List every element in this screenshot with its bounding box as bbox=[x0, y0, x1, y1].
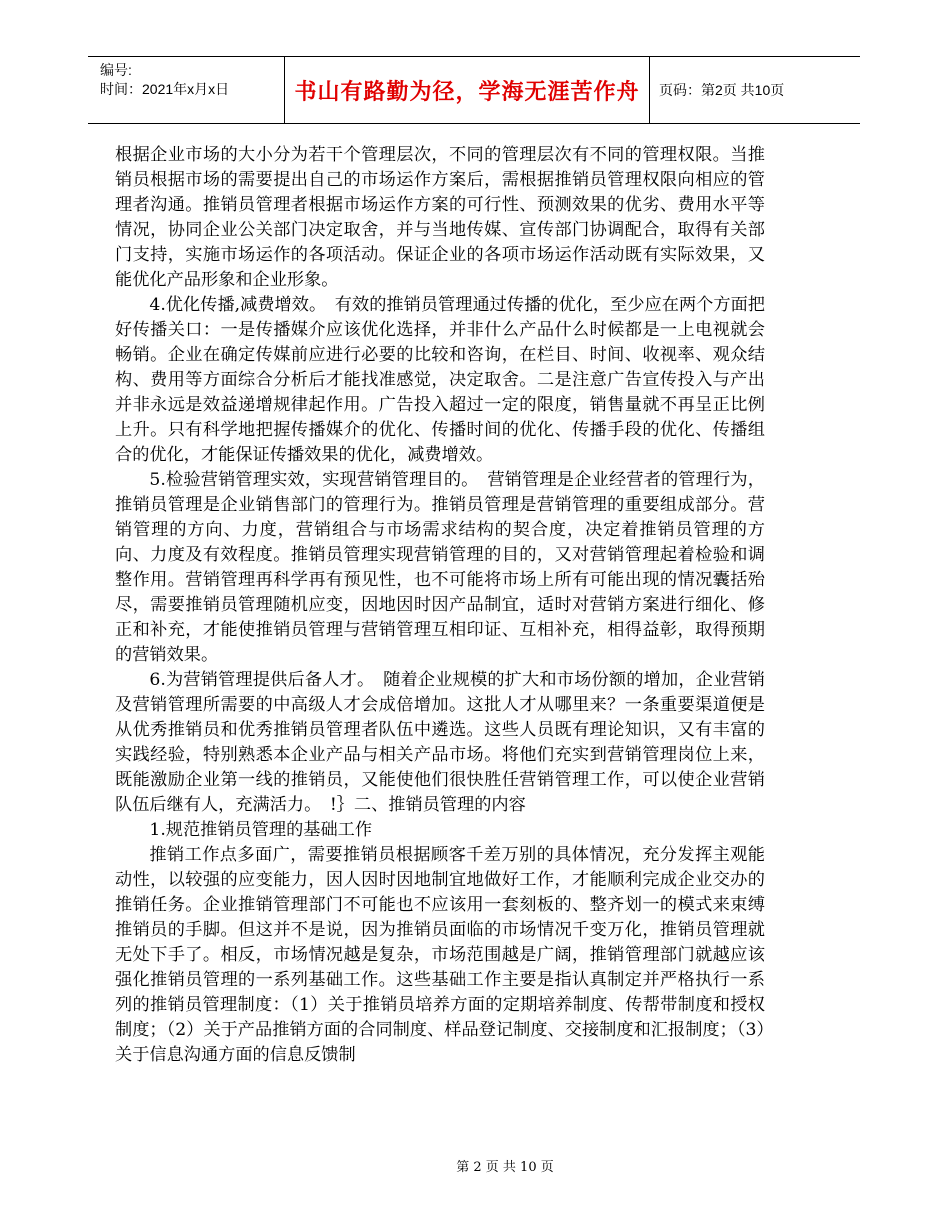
header-motto: 书山有路勤为径，学海无涯苦作舟 bbox=[294, 78, 640, 105]
header-page-info: 页码：第2页 共10页 bbox=[659, 82, 785, 98]
document-time-label: 时间：2021年x月x日 bbox=[100, 81, 230, 97]
paragraph: 6.为营销管理提供后备人才。 随着企业规模的扩大和市场份额的增加，企业营销及营销管理所需要的中高级人才会成倍增加。这批人才从哪里来？一条重要渠道便是从优秀推销员和优秀推销员管理者队伍中遴选。这些人员既有理论知识，又有丰富的实践经验，特别熟悉本企业产品与相关产品市场。将他们充实到营销管理岗位上来，既能激励企业第一线的推销员，又能使他们很快胜任营销管理工作，可以使企业营销队伍后继有人，充满活力。 !｝二、推销员管理的内容 bbox=[115, 670, 765, 815]
header-motto-cell bbox=[284, 57, 650, 123]
paragraph: 根据企业市场的大小分为若干个管理层次，不同的管理层次有不同的管理权限。当推销员根据市场的需要提出自己的市场运作方案后，需根据推销员管理权限向相应的管理者沟通。推销员管理者根据市场运作方案的可行性、预测效果的优劣、费用水平等情况，协同企业公关部门决定取舍，并与当地传媒、宣传部门协调配合，取得有关部门支持，实施市场运作的各项活动。保证企业的各项市场运作活动既有实际效果，又能优化产品形象和企业形象。 bbox=[115, 145, 765, 290]
page-footer: 第 2 页 共 10 页 bbox=[456, 1160, 554, 1175]
document-body bbox=[115, 143, 765, 1068]
paragraph: 推销工作点多面广，需要推销员根据顾客千差万别的具体情况，充分发挥主观能动性，以较强的应变能力，因人因时因地制宜地做好工作，才能顺利完成企业交办的推销任务。企业推销管理部门不可能也不应该用一套刻板的、整齐划一的模式来束缚推销员的手脚。但这并不是说，因为推销员面临的市场情况千变万化，推销员管理就无处下手了。相反，市场情况越是复杂，市场范围越是广阔，推销管理部门就越应该强化推销员管理的一系列基础工作。这些基础工作主要是指认真制定并严格执行一系列的推销员管理制度：（1）关于推销员培养方面的定期培养制度、传帮带制度和授权制度；（2）关于产品推销方面的合同制度、样品登记制度、交接制度和汇报制度；（3）关于信息沟通方面的信息反馈制 bbox=[115, 845, 765, 1065]
paragraph: 5.检验营销管理实效，实现营销管理目的。 营销管理是企业经营者的管理行为，推销员管理是企业销售部门的管理行为。推销员管理是营销管理的重要组成部分。营销管理的方向、力度，营销组合与市场需求结构的契合度，决定着推销员管理的方向、力度及有效程度。推销员管理实现营销管理的目的，又对营销管理起着检验和调整作用。营销管理再科学再有预见性，也不可能将市场上所有可能出现的情况囊括殆尽，需要推销员管理随机应变，因地因时因产品制宜，适时对营销方案进行细化、修正和补充，才能使推销员管理与营销管理互相印证、互相补充，相得益彰，取得预期的营销效果。 bbox=[115, 470, 765, 665]
section-heading: 1.规范推销员管理的基础工作 bbox=[149, 820, 373, 840]
document-number-label: 编号: bbox=[100, 62, 132, 78]
header-info bbox=[88, 57, 284, 123]
paragraph: 4.优化传播,减费增效。 有效的推销员管理通过传播的优化，至少应在两个方面把好传播关口：一是传播媒介应该优化选择，并非什么产品什么时候都是一上电视就会畅销。企业在确定传媒前应进行必要的比较和咨询，在栏目、时间、收视率、观众结构、费用等方面综合分析后才能找准感觉，决定取舍。二是注意广告宣传投入与产出并非永远是效益递增规律起作用。广告投入超过一定的限度，销售量就不再呈正比例上升。只有科学地把握传播媒介的优化、传播时间的优化、传播手段的优化、传播组合的优化，才能保证传播效果的优化，减费增效。 bbox=[115, 295, 765, 465]
page-header bbox=[88, 56, 860, 124]
